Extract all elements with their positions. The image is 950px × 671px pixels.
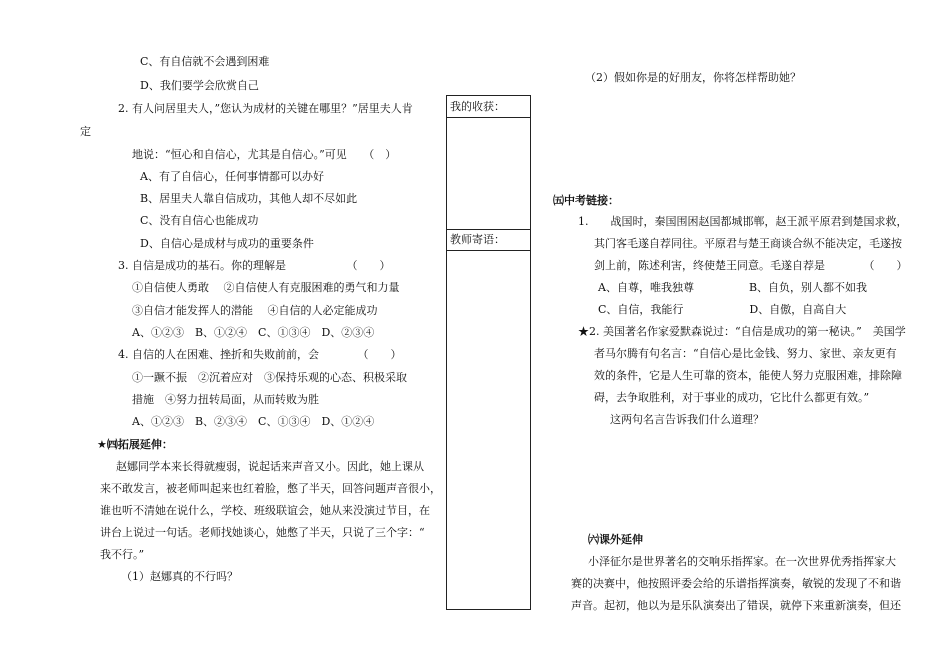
extension-line3: 声音。起初，他以为是乐队演奏出了错误，就停下来重新演奏，但还 (571, 599, 901, 612)
q2-stem-line3: 地说：“恒心和自信心，尤其是自信心。”可见 （ ） (132, 148, 397, 161)
exam-q2-line3: 效的条件，它是人生可靠的资本，能使人努力克服困难，排除障 (594, 369, 902, 382)
notes-box (446, 95, 531, 610)
story-line3: 谁也听不清她在说什么，学校、班级联谊会，她从来没演过节目，在 (100, 504, 430, 517)
extension-line1: 小泽征尔是世界著名的交响乐指挥家。在一次世界优秀指挥家大 (588, 555, 896, 568)
q3-items-line1: ①自信使人勇敢 ②自信使人有克服困难的勇气和力量 (132, 281, 400, 294)
exam-q1-options-line2: C、自信，我能行 D、自傲，自高自大 (598, 303, 847, 316)
q2-stem-line2: 定 (80, 125, 91, 138)
section6-title: ㈥课外延伸 (588, 533, 643, 546)
extension-line2: 赛的决赛中，他按照评委会给的乐谱指挥演奏，敏锐的发现了不和谐 (571, 577, 901, 590)
gain-divider (446, 117, 530, 118)
section4-title: ★㈣拓展延伸： (97, 438, 173, 451)
q4-stem: 4. 自信的人在困难、挫折和失败前前，会 （ ） (118, 348, 402, 361)
teacher-divider-top (446, 229, 530, 230)
q2-stem-line1: 2. 有人问居里夫人，”您认为成材的关键在哪里？”居里夫人肯 (118, 102, 413, 115)
q2-option-a: A、有了自信心，任何事情都可以办好 (140, 170, 324, 183)
teacher-divider-bottom (446, 250, 530, 251)
exam-q2-line2: 者马尔腾有句名言：“自信心是比金钱、努力、家世、亲友更有 (594, 347, 897, 360)
q2-option-b: B、居里夫人靠自信成功，其他人却不尽如此 (140, 192, 358, 205)
story-line5: 我不行。” (100, 548, 145, 561)
story-question-1: （1）赵娜真的不行吗？ (121, 570, 238, 583)
q3-choices: A、①②③ B、①②④ C、①③④ D、②③④ (132, 326, 375, 339)
section5-title: ㈤中考链接： (553, 194, 619, 207)
exam-q2-line1: ★2. 美国著名作家爱默森说过：“自信是成功的第一秘诀。” 美国学 (578, 325, 906, 338)
story-question-2: （2）假如你是的好朋友，你将怎样帮助她？ (585, 71, 801, 84)
exam-q1-line1: 1. 战国时，秦国围困赵国都城邯郸，赵王派平原君到楚国求救， (578, 215, 908, 228)
q3-stem: 3. 自信是成功的基石。你的理解是 （ ） (118, 259, 391, 272)
q4-items-line1: ①一蹶不振 ②沉着应对 ③保持乐观的心态、积极采取 (132, 371, 407, 384)
exam-q2-question: 这两句名言告诉我们什么道理？ (610, 413, 764, 426)
story-line4: 讲台上说过一句话。老师找她谈心，她憋了半天，只说了三个字：“ (100, 526, 425, 539)
q3-items-line2: ③自信才能发挥人的潜能 ④自信的人必定能成功 (132, 304, 378, 317)
story-line2: 来不敢发言，被老师叫起来也红着脸，憋了半天，回答问题声音很小， (100, 482, 441, 495)
q2-option-c: C、没有自信心也能成功 (140, 214, 259, 227)
teacher-label: 教师寄语： (450, 233, 505, 246)
story-line1: 赵娜同学本来长得就瘦弱，说起话来声音又小。因此，她上课从 (116, 460, 424, 473)
q4-choices: A、①②③ B、②③④ C、①③④ D、①②④ (132, 415, 375, 428)
q4-items-line2: 措施 ④努力扭转局面，从而转败为胜 (132, 393, 319, 406)
gain-label: 我的收获： (450, 100, 505, 113)
exam-q1-options-line1: A、自尊，唯我独尊 B、自负，别人都不如我 (598, 281, 868, 294)
exam-q1-line3: 剑上前，陈述利害，终使楚王同意。毛遂自荐是 （ ） (594, 259, 908, 272)
q1-option-d: D、我们要学会欣赏自己 (140, 79, 259, 92)
q1-option-c: C、有自信就不会遇到困难 (140, 55, 270, 68)
exam-q2-line4: 碍，去争取胜利，对于事业的成功，它比什么都更有效。” (594, 391, 870, 404)
q2-option-d: D、自信心是成材与成功的重要条件 (140, 237, 314, 250)
exam-q1-line2: 其门客毛遂自荐同往。平原君与楚王商谈合纵不能决定，毛遂按 (594, 237, 902, 250)
